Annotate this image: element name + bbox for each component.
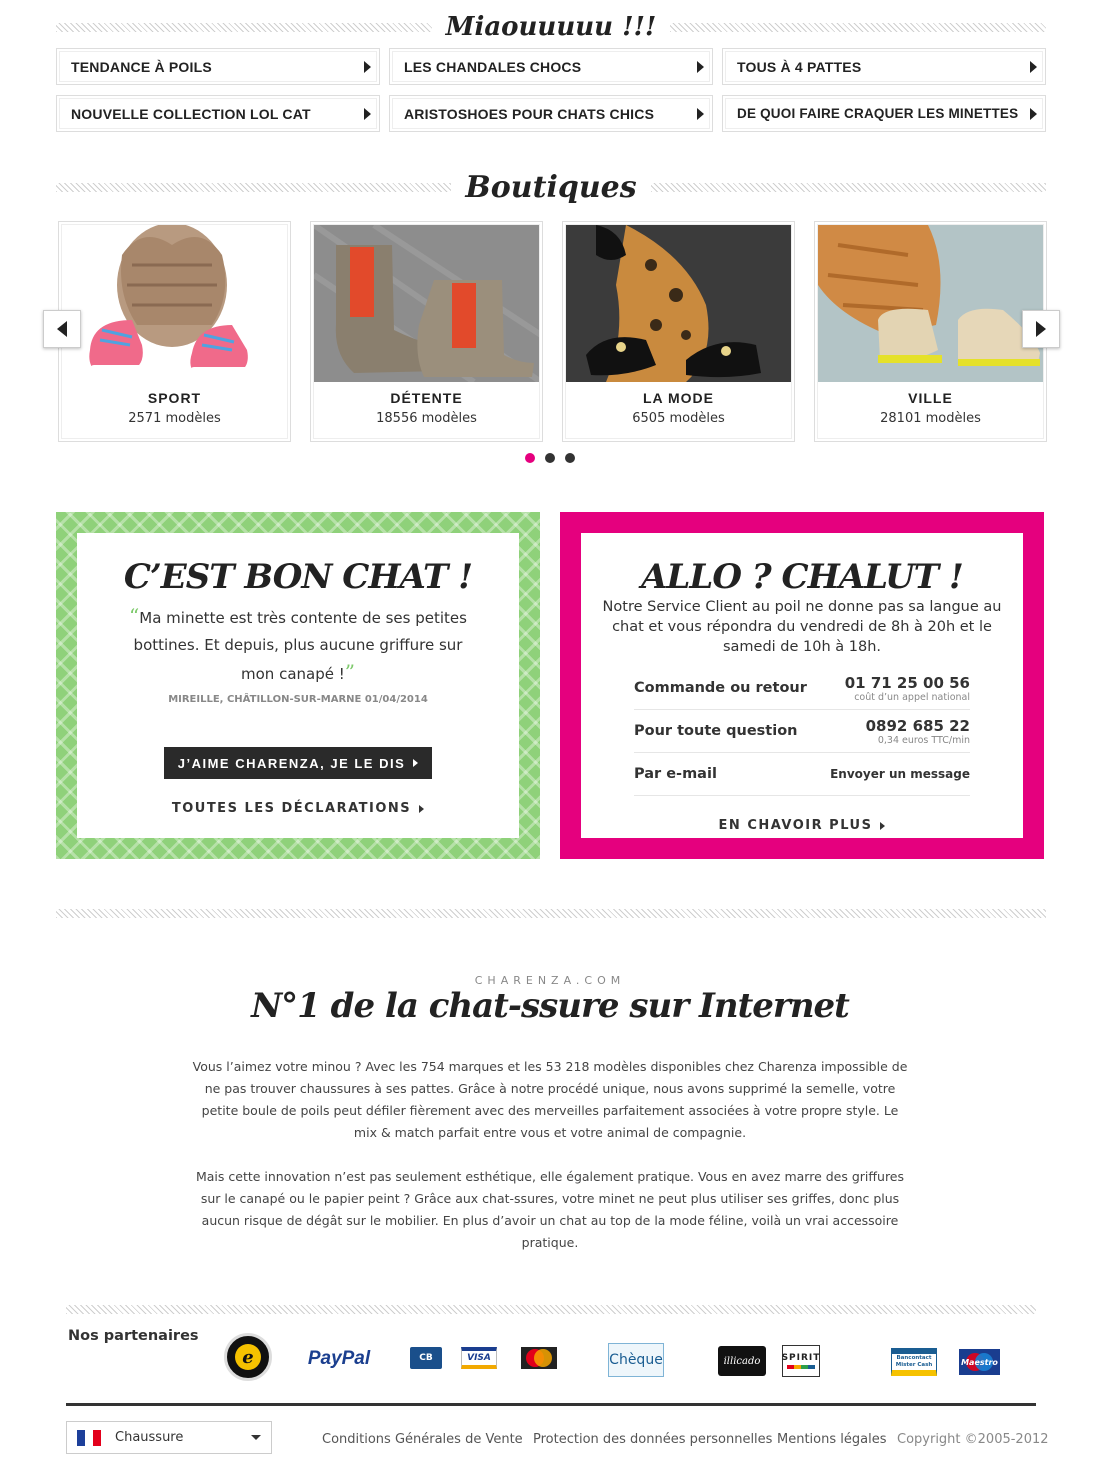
logo-text: CB (419, 1353, 433, 1363)
carousel-pagination (525, 453, 575, 463)
category-link[interactable] (722, 95, 1046, 132)
learn-more-link[interactable] (719, 818, 886, 833)
logo-text: PayPal (307, 1348, 371, 1369)
divider (56, 909, 1046, 918)
link-label: EN CHAVOIR PLUS (718, 818, 873, 833)
logo-text: SPIRIT (781, 1353, 821, 1363)
category-grid (56, 48, 1046, 132)
partners-label: Nos partenaires (68, 1328, 199, 1344)
category-label: TENDANCE À POILS (71, 58, 212, 75)
boutique-card-detente[interactable] (310, 221, 543, 442)
mastercard-logo (521, 1347, 557, 1369)
cheque-logo (608, 1343, 664, 1377)
footer-link-legal[interactable]: Mentions légales (777, 1432, 887, 1447)
share-love-button[interactable] (164, 747, 433, 779)
service-panel (581, 533, 1023, 838)
logo-text: Maestro (961, 1357, 998, 1367)
category-link[interactable] (56, 48, 380, 85)
country-select[interactable] (66, 1421, 272, 1454)
boutique-count: 18556 modèles (376, 411, 477, 426)
arrow-right-icon (1036, 321, 1046, 337)
testimonial-box (56, 512, 540, 859)
contact-row (634, 667, 970, 710)
boutique-count: 6505 modèles (632, 411, 725, 426)
phone-note: coût d’un appel national (854, 691, 970, 703)
all-declarations-link[interactable] (172, 801, 424, 816)
send-message-link[interactable]: Envoyer un message (830, 767, 970, 781)
logo-text: illicado (723, 1355, 761, 1367)
testimonial-author: MIREILLE, CHÂTILLON-SUR-MARNE 01/04/2014 (168, 694, 428, 705)
about-paragraph: Vous l’aimez votre minou ? Avec les 754 marques et les 53 218 modèles disponibles chez Charenza impossible de ne pas trouver chaussures à ses pattes. Grâce à notre procédé unique, nous avons supprimé la semelle, votre petite boule de poils peut défiler fièrement avec des merveilles parfaitement associées à votre propre style. Le mix & match parfait entre vous et votre animal de compagnie. (192, 1059, 908, 1140)
category-label: NOUVELLE COLLECTION LOL CAT (71, 105, 311, 122)
category-label: TOUS À 4 PATTES (737, 58, 862, 75)
cb-logo (410, 1347, 442, 1369)
header-bar (56, 12, 1046, 42)
divider (670, 23, 1046, 32)
divider (56, 183, 451, 192)
category-label: LES CHANDALES CHOCS (404, 58, 582, 75)
boutique-name: VILLE (908, 390, 953, 406)
arrow-left-icon (57, 321, 67, 337)
button-label: J’AIME CHARENZA, JE LE DIS (177, 755, 406, 771)
boutique-name: DÉTENTE (390, 390, 463, 406)
category-label: ARISTOSHOES POUR CHATS CHICS (404, 105, 655, 122)
boutiques-carousel (58, 221, 1044, 442)
arrow-right-icon (419, 805, 424, 813)
boutique-image (818, 225, 1043, 382)
carousel-dot[interactable] (525, 453, 535, 463)
testimonial-title: C’EST BON CHAT ! (123, 557, 473, 597)
divider (56, 23, 432, 32)
category-link[interactable] (722, 48, 1046, 85)
carousel-next-button[interactable] (1022, 310, 1060, 348)
contact-label: Par e-mail (634, 766, 717, 782)
phone-number[interactable]: 01 71 25 00 56 (844, 673, 970, 692)
arrow-right-icon (697, 108, 704, 120)
category-link[interactable] (389, 95, 713, 132)
testimonial-panel (77, 533, 519, 838)
category-link[interactable] (389, 48, 713, 85)
illicado-logo (718, 1346, 766, 1376)
visa-logo (461, 1347, 497, 1369)
testimonial-quote (119, 603, 477, 688)
contact-row (634, 753, 970, 796)
logo-text: Chèque (609, 1352, 663, 1368)
contact-row (634, 710, 970, 753)
phone-number[interactable]: 0892 685 22 (865, 716, 970, 735)
category-link[interactable] (56, 95, 380, 132)
about-title: N°1 de la chat-ssure sur Internet (251, 986, 849, 1026)
section-title: Boutiques (465, 170, 637, 205)
boutique-image (566, 225, 791, 382)
footer-divider (66, 1403, 1036, 1406)
arrow-right-icon (880, 822, 885, 830)
about-kicker: CHARENZA.COM (474, 974, 626, 987)
arrow-right-icon (364, 108, 371, 120)
boutique-name: SPORT (147, 390, 202, 406)
arrow-right-icon (697, 61, 704, 73)
boutique-count: 2571 modèles (128, 411, 221, 426)
svg-text:e: e (242, 1347, 254, 1368)
page-title: Miaouuuuu !!! (445, 12, 657, 42)
quote-open-icon: “ (129, 604, 140, 628)
divider (651, 183, 1046, 192)
boutique-image (62, 225, 287, 382)
boutique-image (314, 225, 539, 382)
arrow-right-icon (413, 759, 418, 767)
quote-text: Ma minette est très contente de ses petites bottines. Et depuis, plus aucune griffure sur mon canapé ! (133, 609, 467, 683)
carousel-dot[interactable] (565, 453, 575, 463)
footer-link-cgv[interactable]: Conditions Générales de Vente (322, 1432, 523, 1447)
bancontact-logo (891, 1348, 937, 1376)
chevron-down-icon (251, 1435, 261, 1440)
contact-label: Commande ou retour (634, 680, 807, 696)
trusted-shops-logo (224, 1333, 272, 1381)
boutique-card-ville[interactable] (814, 221, 1047, 442)
link-label: TOUTES LES DÉCLARATIONS (171, 801, 412, 816)
boutique-card-la-mode[interactable] (562, 221, 795, 442)
carousel-dot[interactable] (545, 453, 555, 463)
quote-close-icon: ” (344, 660, 355, 684)
arrow-right-icon (1030, 61, 1037, 73)
carousel-prev-button[interactable] (43, 310, 81, 348)
boutique-count: 28101 modèles (880, 411, 981, 426)
logo-text: VISA (467, 1353, 491, 1363)
copyright: Copyright ©2005-2012 (897, 1432, 1049, 1447)
paypal-logo (300, 1346, 378, 1372)
phone-note: 0,34 euros TTC/min (877, 734, 970, 746)
contact-label: Pour toute question (634, 723, 798, 739)
divider (66, 1305, 1036, 1314)
select-value: Chaussure (115, 1430, 184, 1445)
service-box (560, 512, 1044, 859)
boutique-name: LA MODE (642, 390, 715, 406)
contact-table (634, 667, 970, 796)
about-paragraph: Mais cette innovation n’est pas seulement esthétique, elle également pratique. Vous en avez marre des griffures sur le canapé ou le papier peint ? Grâce aux chat-ssures, votre minet ne peut plus utiliser ses griffes, donc plus aucun risque de dégât sur le mobilier. En plus d’avoir un chat au top de la mode féline, voilà un vrai accessoire pratique. (195, 1169, 905, 1250)
spirit-logo (782, 1345, 820, 1377)
logo-text: Bancontact Mister Cash (895, 1355, 933, 1368)
boutique-card-sport[interactable] (58, 221, 291, 442)
footer-link-privacy[interactable]: Protection des données personnelles (533, 1432, 773, 1447)
boutiques-header (56, 170, 1046, 205)
arrow-right-icon (364, 61, 371, 73)
arrow-right-icon (1030, 108, 1037, 120)
service-title: ALLO ? CHALUT ! (641, 557, 963, 597)
maestro-logo (959, 1349, 1000, 1375)
service-intro: Notre Service Client au poil ne donne pas sa langue au chat et vous répondra du vendredi de 8h à 20h et le samedi de 10h à 18h. (602, 599, 1002, 655)
category-label: DE QUOI FAIRE CRAQUER LES MINETTES (737, 106, 1019, 121)
france-flag-icon (77, 1430, 101, 1446)
